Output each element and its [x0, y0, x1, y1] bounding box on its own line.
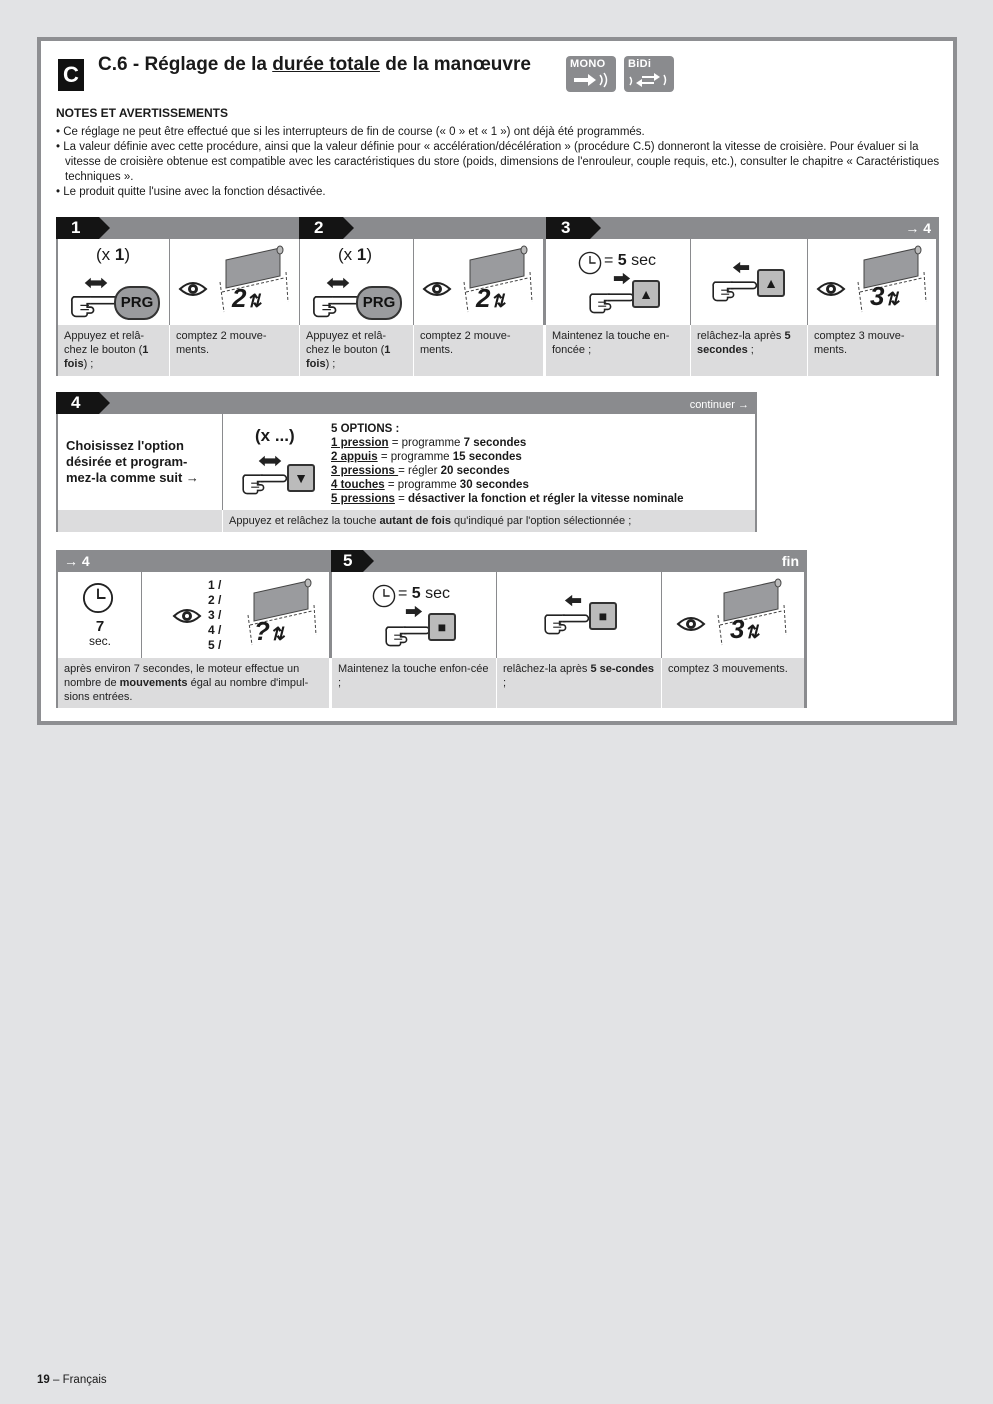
note-item: • La valeur définie avec cette procédure, ainsi que la valeur définie pour « accélération/décélération » (procédure C.5) donneront la vitesse de croisière. Pour évaluer si la vitesse de croisière obtenue est compatible avec les caractéristiques du store (poids, dimensions de l'enrouleur, couple requis, etc.), consulter le chapitre « Caractéristiques techniques ».	[56, 141, 940, 183]
caption: comptez 3 mouve-ments.	[808, 325, 936, 376]
option-item: 5 pressions = désactiver la fonction et régler la vitesse nominale	[331, 493, 684, 505]
end-label: fin	[781, 553, 799, 569]
step-5-captions	[56, 658, 807, 708]
steps-1-3-band	[56, 217, 939, 239]
section-badge: C	[58, 59, 84, 91]
caption: comptez 2 mouve-ments.	[414, 325, 546, 376]
eye-icon	[816, 279, 846, 299]
mono-tag: MONO	[566, 56, 616, 92]
page-frame	[37, 37, 957, 725]
caption: Appuyez et relâ-chez le bouton (1 fois) ;	[58, 325, 170, 376]
caption: Maintenez la touche enfon-cée ;	[332, 658, 497, 708]
option-item: 3 pressions = régler 20 secondes	[331, 465, 510, 477]
note-item: • Le produit quitte l'usine avec la fonction désactivée.	[56, 186, 326, 198]
bidi-signal-icon	[628, 71, 670, 89]
next-step-link: → 4	[905, 220, 931, 236]
option-item: 2 appuis = programme 15 secondes	[331, 451, 522, 463]
step-5-label: 5	[331, 550, 363, 572]
eye-icon	[422, 279, 452, 299]
mono-signal-icon	[570, 71, 612, 89]
step-5-count-icon: 3⇅	[662, 572, 804, 658]
from-step-4-label: → 4	[64, 553, 90, 569]
step-1-label: 1	[56, 217, 99, 239]
option-item: 1 pression = programme 7 secondes	[331, 437, 527, 449]
movements-count-icon: 1 / 2 / 3 / 4 / 5 / ?⇅	[142, 572, 332, 658]
hand-icon	[382, 616, 432, 648]
step-2-count-icon: 2⇅	[414, 239, 546, 325]
wait-7s-icon: 7 sec.	[58, 572, 142, 658]
note-item: • Ce réglage ne peut être effectué que si les interrupteurs de fin de course (« 0 » et « 1 ») ont déjà été programmés.	[56, 126, 645, 138]
hand-icon	[239, 464, 289, 496]
step-4-instruction: Choisissez l'option désirée et program-mez-la comme suit →	[58, 414, 223, 510]
page-footer: 19 – Français	[37, 1374, 107, 1386]
clock-icon	[372, 584, 396, 608]
step-5-icons	[56, 572, 807, 658]
step-2-press-icon: (x 1) PRG	[300, 239, 414, 325]
step-3-hold-icon: = 5 sec ▲	[546, 239, 691, 325]
caption: Appuyez et relâchez la touche autant de fois qu'indiqué par l'option sélectionnée ;	[223, 510, 755, 532]
step-3-release-icon	[691, 239, 808, 325]
step-4-body	[56, 414, 757, 510]
caption: Appuyez et relâ-chez le bouton (1 fois) ;	[300, 325, 414, 376]
eye-icon	[172, 606, 202, 626]
caption: relâchez-la après 5 secondes ;	[691, 325, 808, 376]
steps-1-3-icons	[56, 239, 939, 325]
stop-button-icon: ■	[428, 613, 456, 641]
step-4-result-band	[56, 550, 331, 572]
stop-button-icon: ■	[589, 602, 617, 630]
prg-button-icon: PRG	[356, 286, 402, 320]
eye-icon	[676, 614, 706, 634]
caption: relâchez-la après 5 se-condes ;	[497, 658, 662, 708]
step-1-press-icon: (x 1) PRG	[58, 239, 170, 325]
step-3-count-icon: 3⇅	[808, 239, 936, 325]
notes-heading: NOTES ET AVERTISSEMENTS	[56, 106, 229, 120]
hand-icon	[68, 285, 120, 319]
caption: comptez 2 mouve-ments.	[170, 325, 300, 376]
hand-icon	[310, 285, 362, 319]
steps-1-3-captions	[56, 325, 939, 376]
hand-icon	[541, 604, 591, 636]
step-5-hold-icon: = 5 sec ■	[332, 572, 497, 658]
option-item: 4 touches = programme 30 secondes	[331, 479, 529, 491]
step-5-band	[331, 550, 807, 572]
step-4-press-icon: (x ...) ▼	[223, 414, 323, 510]
clock-icon	[578, 251, 602, 275]
hand-icon	[586, 283, 636, 315]
clock-icon	[82, 582, 114, 614]
bidi-tag: BiDi	[624, 56, 674, 92]
caption: comptez 3 mouvements.	[662, 658, 804, 708]
step-2-label: 2	[299, 217, 343, 239]
caption: après environ 7 secondes, le moteur effectue un nombre de mouvements égal au nombre d'impul-sions entrées.	[58, 658, 332, 708]
up-button-icon: ▲	[757, 269, 785, 297]
options-list: 5 OPTIONS : 1 pression = programme 7 secondes 2 appuis = programme 15 secondes 3 pressions = régler 20 secondes 4 touches = programme 30 secondes 5 pressions = désactiver la fonction et régler la vitesse nominale	[331, 423, 684, 505]
page-title: C.6 - Réglage de la durée totale de la manœuvre	[98, 54, 531, 75]
up-button-icon: ▲	[632, 280, 660, 308]
notes-list	[56, 125, 941, 200]
eye-icon	[178, 279, 208, 299]
step-4-caption-row	[56, 510, 757, 532]
continue-link: continuer →	[689, 399, 749, 411]
step-4-label: 4	[56, 392, 99, 414]
down-button-icon: ▼	[287, 464, 315, 492]
step-4-band	[56, 392, 757, 414]
hand-icon	[709, 271, 759, 303]
step-3-label: 3	[546, 217, 590, 239]
step-5-release-icon	[497, 572, 662, 658]
prg-button-icon: PRG	[114, 286, 160, 320]
step-1-count-icon: 2⇅	[170, 239, 300, 325]
caption: Maintenez la touche en-foncée ;	[546, 325, 691, 376]
